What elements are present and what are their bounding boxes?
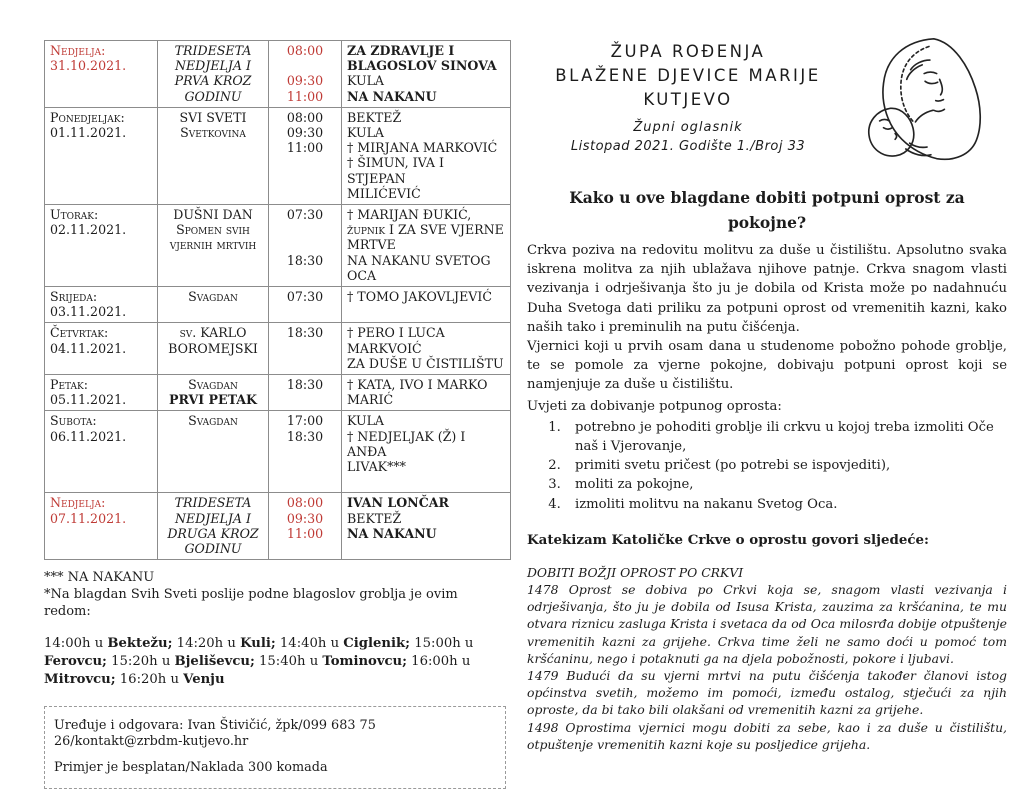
- condition-item: 3. moliti za pokojne,: [565, 475, 1007, 494]
- blessing-place: Ferovcu;: [44, 654, 107, 670]
- schedule-cell: † PERO I LUCA MARKVOIĆ ZA DUŠE U ČISTILIŠTU: [342, 323, 511, 375]
- schedule-cell: Nedjelja: 07.11.2021.: [45, 493, 158, 560]
- schedule-cell: 08:00 09:30 11:00: [269, 493, 342, 560]
- blessing-place: Tominovcu;: [322, 654, 407, 670]
- schedule-cell: DUŠNI DAN Spomen svih vjernih mrtvih: [158, 205, 269, 287]
- schedule-cell: Svagdan PRVI PETAK: [158, 375, 269, 411]
- blessing-time: 15:00h u: [410, 636, 474, 652]
- contact-box: [44, 706, 506, 789]
- article-paragraph: Vjernici koji u prvih osam dana u studenome pobožno pohode groblje, te se pomole za vjerne pokojne, dobivaju potpuni oprost koji se namjenjuje za duše u čistilištu.: [527, 339, 1007, 393]
- parish-title-line: BLAŽENE DJEVICE MARIJE: [555, 66, 821, 85]
- schedule-cell: † MARIJAN ĐUKIĆ, župnik I ZA SVE VJERNE MRTVE NA NAKANU SVETOG OCA: [342, 205, 511, 287]
- footnote-line: *Na blagdan Svih Sveti poslije podne blagoslov groblja je ovim redom:: [44, 587, 458, 620]
- catechism-title: DOBITI BOŽJI OPROST PO CRKVI: [527, 564, 744, 580]
- schedule-row: [45, 323, 511, 375]
- article-heading: Kako u ove blagdane dobiti potpuni oprost za pokojne?: [569, 188, 965, 232]
- schedule-cell: 18:30: [269, 323, 342, 375]
- schedule-cell: 08:00 09:30 11:00: [269, 107, 342, 204]
- footnote-line: *** NA NAKANU: [44, 570, 155, 586]
- schedule-cell: † TOMO JAKOVLJEVIĆ: [342, 287, 511, 323]
- schedule-cell: 07:30 18:30: [269, 205, 342, 287]
- schedule-row: [45, 41, 511, 108]
- schedule-cell: KULA † NEDJELJAK (Ž) I ANĐA LIVAK***: [342, 411, 511, 493]
- schedule-cell: TRIDESETA NEDJELJA I PRVA KROZ GODINU: [158, 41, 269, 108]
- blessing-place: Bjeliševcu;: [174, 654, 255, 670]
- condition-item: 1. potrebno je pohoditi groblje ili crkvu u kojoj treba izmoliti Oče naš i Vjerovanje,: [565, 418, 1007, 456]
- parish-title: [527, 40, 849, 112]
- schedule-cell: Petak: 05.11.2021.: [45, 375, 158, 411]
- schedule-cell: Svagdan: [158, 411, 269, 493]
- blessing-time: 16:20h u: [115, 672, 184, 688]
- schedule-row: [45, 205, 511, 287]
- conditions-list: [527, 418, 1007, 514]
- parish-header: [527, 32, 1007, 177]
- catechism-paragraph: 1498 Oprostima vjernici mogu dobiti za sebe, kao i za duše u čistilištu, otpuštenje vremenitih kazni koje su posljedice grijeha.: [527, 719, 1007, 752]
- bulletin-subtitle: Župni oglasnik: [633, 120, 743, 135]
- blessing-time: 16:00h u: [406, 654, 471, 670]
- schedule-cell: Utorak: 02.11.2021.: [45, 205, 158, 287]
- condition-item: 4. izmoliti molitvu na nakanu Svetog Oca.: [565, 495, 1007, 514]
- contact-editor-line: Uređuje i odgovara: Ivan Štivičić, žpk/099 683 75 26/kontakt@zrbdm-kutjevo.hr: [54, 718, 376, 750]
- schedule-row: [45, 493, 511, 560]
- catechism-block: [527, 564, 1007, 753]
- graveyard-blessing-schedule: [44, 635, 496, 689]
- schedule-cell: SVI SVETI Svetkovina: [158, 107, 269, 204]
- left-column: [44, 40, 504, 789]
- schedule-row: [45, 411, 511, 493]
- schedule-cell: 07:30: [269, 287, 342, 323]
- right-column: [527, 32, 1007, 753]
- schedule-row: [45, 107, 511, 204]
- schedule-cell: Svagdan: [158, 287, 269, 323]
- blessing-place: Mitrovcu;: [44, 672, 116, 688]
- catechism-heading: Katekizam Katoličke Crkve o oprostu govori sljedeće:: [527, 531, 929, 548]
- schedule-cell: BEKTEŽ KULA † MIRJANA MARKOVIĆ † ŠIMUN, IVA I STJEPAN MILIĆEVIĆ: [342, 107, 511, 204]
- schedule-row: [45, 287, 511, 323]
- blessing-place: Bektežu;: [107, 636, 173, 652]
- catechism-paragraphs: [527, 581, 1007, 753]
- parish-title-line: KUTJEVO: [643, 90, 733, 109]
- blessing-time: 15:40h u: [254, 654, 323, 670]
- condition-item: 2. primiti svetu pričest (po potrebi se ispovjediti),: [565, 456, 1007, 475]
- schedule-cell: 17:00 18:30: [269, 411, 342, 493]
- schedule-footnote: [44, 569, 496, 620]
- blessing-place: Kuli;: [240, 636, 276, 652]
- blessing-time: 14:00h u: [44, 636, 108, 652]
- catechism-paragraph: 1479 Budući da su vjerni mrtvi na putu čišćenja također članovi istog općinstva svetih, možemo im pomoći, između ostalog, stječući za njih oproste, da bi tako bili olakšani od vremenitih kazni za grijehe.: [527, 668, 1007, 718]
- issue-info: Listopad 2021. Godište 1./Broj 33: [570, 139, 806, 154]
- schedule-cell: † KATA, IVO I MARKO MARIĆ: [342, 375, 511, 411]
- schedule-cell: TRIDESETA NEDJELJA I DRUGA KROZ GODINU: [158, 493, 269, 560]
- schedule-cell: 08:00 09:30 11:00: [269, 41, 342, 108]
- schedule-cell: sv. KARLO BOROMEJSKI: [158, 323, 269, 375]
- schedule-cell: Nedjelja: 31.10.2021.: [45, 41, 158, 108]
- contact-copies-line: Primjer je besplatan/Naklada 300 komada: [54, 760, 328, 776]
- blessing-time: 14:20h u: [172, 636, 241, 652]
- blessing-place: Venju: [183, 672, 225, 688]
- blessing-time: 14:40h u: [275, 636, 344, 652]
- schedule-cell: Četvrtak: 04.11.2021.: [45, 323, 158, 375]
- parish-title-block: [527, 32, 849, 156]
- mass-schedule-table: [44, 40, 511, 560]
- conditions-intro: Uvjeti za dobivanje potpunog oprosta:: [527, 398, 782, 414]
- schedule-cell: 18:30: [269, 375, 342, 411]
- schedule-cell: Srijeda: 03.11.2021.: [45, 287, 158, 323]
- schedule-row: [45, 375, 511, 411]
- schedule-cell: Subota: 06.11.2021.: [45, 411, 158, 493]
- article-paragraph: Crkva poziva na redovitu molitvu za duše u čistilištu. Apsolutno svaka iskrena molitva za njih ublažava njihove patnje. Crkva snagom vlasti vezivanja i odrješivanja što ju je dobila od Krista može po nadahnuću Duha Svetoga dati priliku za potpuni oprost od vremenitih kazni, kako naših tako i preminulih na putu čišćenja.: [527, 243, 1007, 335]
- parish-title-line: ŽUPA ROĐENJA: [610, 42, 766, 61]
- schedule-cell: IVAN LONČAR BEKTEŽ NA NAKANU: [342, 493, 511, 560]
- schedule-cell: Ponedjeljak: 01.11.2021.: [45, 107, 158, 204]
- blessing-time: 15:20h u: [106, 654, 175, 670]
- article: [527, 185, 1007, 753]
- madonna-and-child-image: [849, 32, 1007, 177]
- blessing-place: Ciglenik;: [343, 636, 411, 652]
- schedule-cell: ZA ZDRAVLJE I BLAGOSLOV SINOVA KULA NA NAKANU: [342, 41, 511, 108]
- catechism-paragraph: 1478 Oprost se dobiva po Crkvi koja se, snagom vlasti vezivanja i odrješivanja, što ju je dobila od Isusa Krista, zauzima za kršćanina, te mu otvara riznicu zasluga Krista i svetaca da od Oca milosrđa dobije otpuštenje vremenitih kazni za grijehe. Crkva time želi ne samo doći u pomoć tom kršćaninu, nego i potaknuti ga na djela pobožnosti, pokore i ljubavi.: [527, 582, 1007, 666]
